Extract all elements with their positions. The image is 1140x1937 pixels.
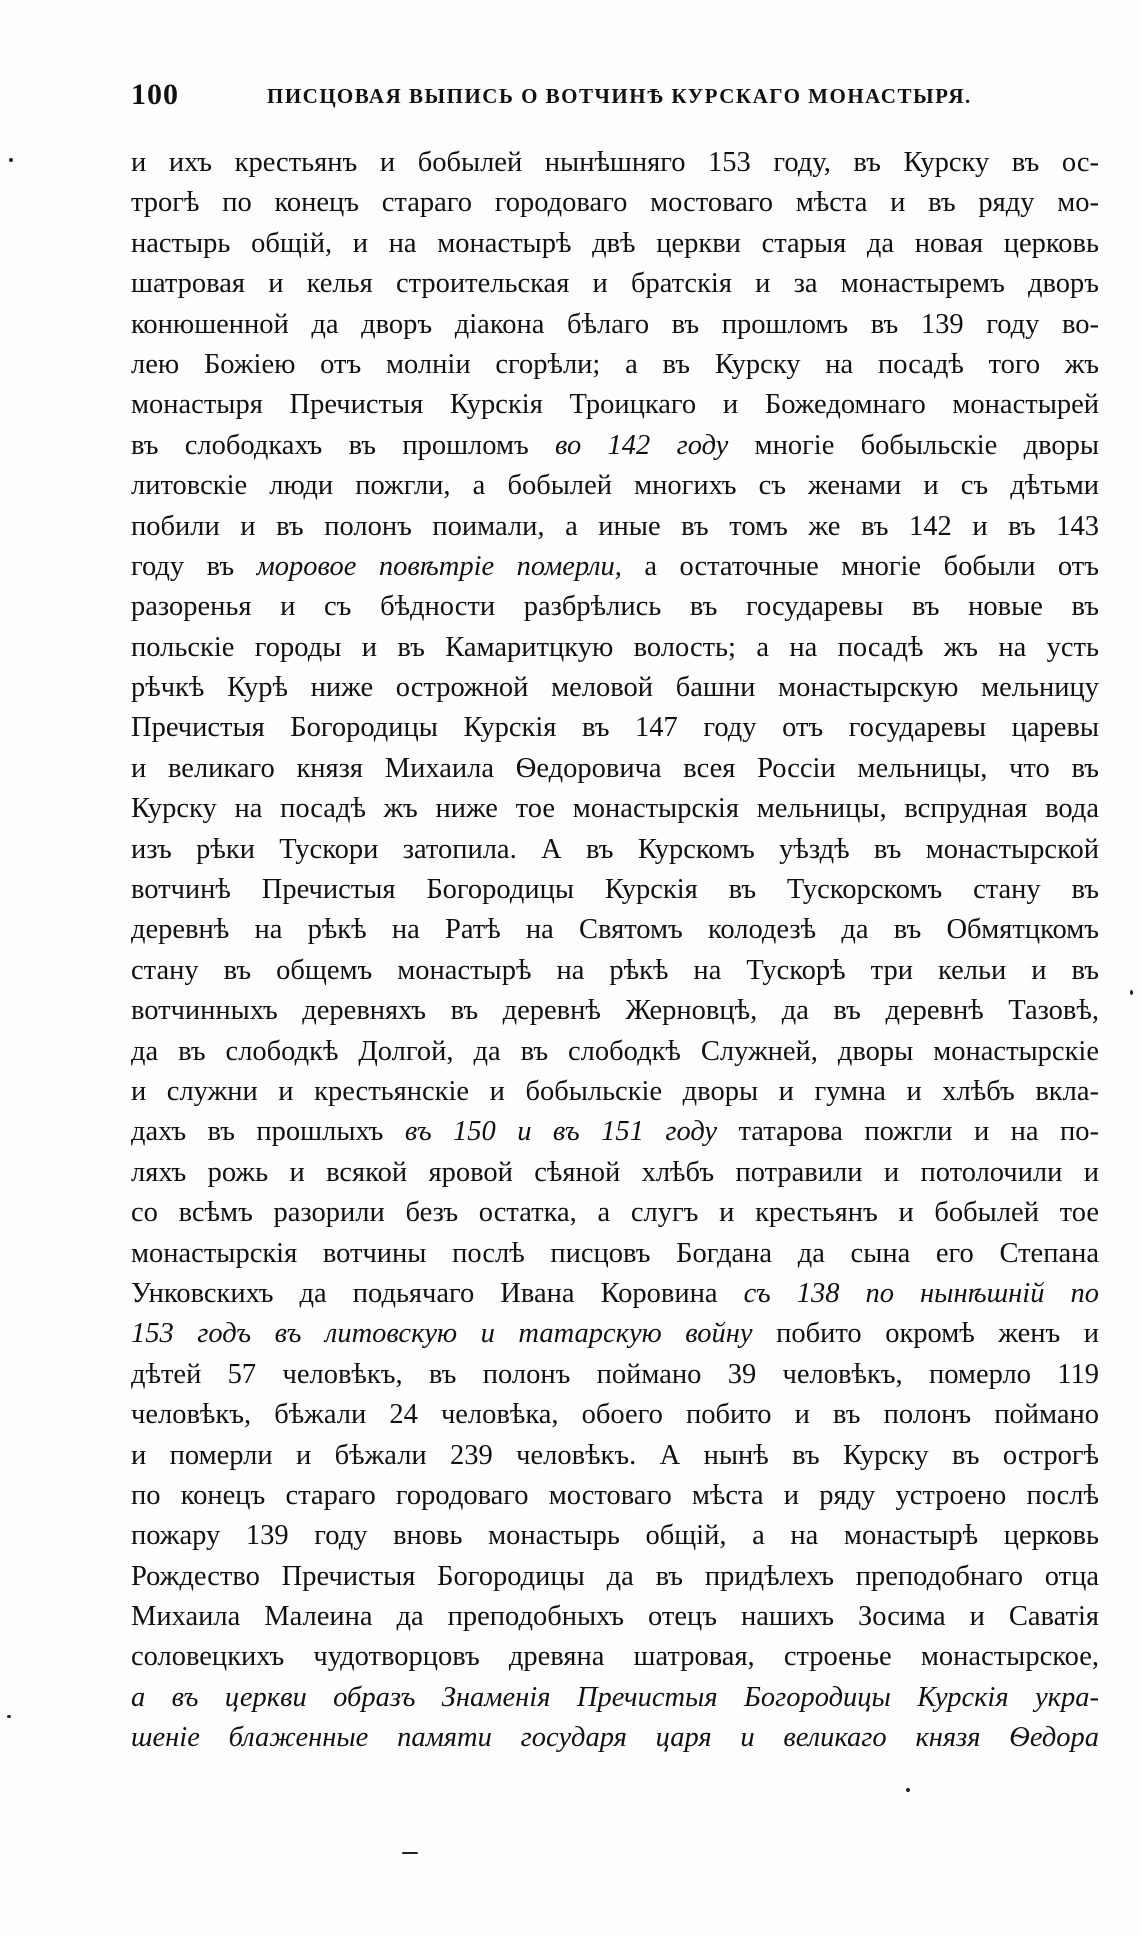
text-segment: въ слободкахъ въ прошломъ <box>131 429 556 461</box>
italic-segment: 153 годъ въ литовскую и татарскую войну <box>131 1318 753 1350</box>
text-segment: литовскіе люди пожгли, а бобылей многихъ съ женами и съ дѣтьми <box>131 470 1099 502</box>
text-segment: вотчинѣ Пречистыя Богородицы Курскія въ Тускорскомъ стану въ <box>131 874 1099 906</box>
text-line <box>131 385 1099 425</box>
text-segment: конюшенной да дворъ діакона бѣлаго въ прошломъ въ 139 году во- <box>131 308 1099 340</box>
text-line <box>131 426 1099 466</box>
text-segment: монастыря Пречистыя Курскія Троицкаго и Божедомнаго монастырей <box>131 389 1099 421</box>
text-line <box>131 1274 1099 1314</box>
italic-segment: въ 150 и въ 151 году <box>404 1116 718 1148</box>
text-line <box>131 1516 1099 1556</box>
text-line <box>131 305 1099 345</box>
text-segment: со всѣмъ разорили безъ остатка, а слугъ и крестьянъ и бобылей тое <box>131 1197 1099 1229</box>
text-line <box>131 1112 1099 1152</box>
text-segment: по конецъ стараго городоваго мостоваго мѣста и ряду устроено послѣ <box>131 1479 1099 1511</box>
text-segment: монастырскія вотчины послѣ писцовъ Богдана да сына его Степана <box>131 1237 1099 1269</box>
text-line <box>131 1032 1099 1072</box>
body-text <box>131 143 1099 1759</box>
text-segment: трогѣ по конецъ стараго городоваго мостоваго мѣста и въ ряду мо- <box>131 187 1099 219</box>
text-line <box>131 870 1099 910</box>
italic-segment: съ 138 по нынѣшній по <box>743 1277 1099 1309</box>
text-segment: соловецкихъ чудотворцовъ древяна шатровая, строенье монастырское, <box>131 1641 1099 1673</box>
text-segment: Рождество Пречистыя Богородицы да въ придѣлехъ преподобнаго отца <box>131 1560 1099 1592</box>
text-line <box>131 910 1099 950</box>
text-line <box>131 1234 1099 1274</box>
text-line <box>131 1193 1099 1233</box>
running-title: ПИСЦОВАЯ ВЫПИСЬ О ВОТЧИНѢ КУРСКАГО МОНАСТЫРЯ. <box>267 84 972 108</box>
italic-segment: во 142 году <box>555 429 729 461</box>
text-segment: человѣкъ, бѣжали 24 человѣка, обоего побито и въ полонъ поймано <box>131 1399 1099 1431</box>
text-line <box>131 224 1099 264</box>
text-line <box>131 547 1099 587</box>
italic-segment: а въ церкви образъ Знаменія Пречистыя Богородицы Курскія укра- <box>131 1681 1099 1713</box>
text-line <box>131 345 1099 385</box>
text-line <box>131 507 1099 547</box>
text-segment: дѣтей 57 человѣкъ, въ полонъ поймано 39 человѣкъ, померло 119 <box>131 1358 1099 1390</box>
text-line <box>131 991 1099 1031</box>
text-segment: вотчинныхъ деревняхъ въ деревнѣ Жерновцѣ, да въ деревнѣ Тазовѣ, <box>131 995 1099 1027</box>
page-number: 100 <box>131 78 179 111</box>
text-line <box>131 1153 1099 1193</box>
text-segment: Курску на посадѣ жъ ниже тое монастырскія мельницы, вспрудная вода <box>131 793 1099 825</box>
text-segment: стану въ общемъ монастырѣ на рѣкѣ на Тускорѣ три кельи и въ <box>131 954 1099 986</box>
text-line <box>131 628 1099 668</box>
text-line <box>131 668 1099 708</box>
print-speck <box>9 158 13 162</box>
text-line <box>131 1476 1099 1516</box>
text-segment: и служни и крестьянскіе и бобыльскіе дворы и гумна и хлѣбъ вкла- <box>131 1075 1099 1107</box>
text-segment: Михаила Малеина да преподобныхъ отецъ нашихъ Зосима и Саватія <box>131 1601 1099 1633</box>
text-line <box>131 587 1099 627</box>
text-line <box>131 749 1099 789</box>
text-segment: и померли и бѣжали 239 человѣкъ. А нынѣ въ Курску въ острогѣ <box>131 1439 1099 1471</box>
text-segment: польскіе городы и въ Камаритцкую волость; а на посадѣ жъ на усть <box>131 631 1099 663</box>
print-speck <box>1130 990 1133 995</box>
text-segment: пожару 139 году вновь монастырь общій, а на монастырѣ церковь <box>131 1520 1099 1552</box>
text-segment: татарова пожгли и на по- <box>717 1116 1099 1148</box>
text-segment: ляхъ рожь и всякой яровой сѣяной хлѣбъ потравили и потолочили и <box>131 1156 1099 1188</box>
text-segment: лею Божіею отъ молніи сгорѣли; а въ Курску на посадѣ того жъ <box>131 348 1099 380</box>
text-line <box>131 1597 1099 1637</box>
text-segment: побили и въ полонъ поимали, а иные въ томъ же въ 142 и въ 143 <box>131 510 1099 542</box>
text-segment: шатровая и келья строительская и братскія и за монастыремъ дворъ <box>131 268 1099 300</box>
text-line <box>131 1557 1099 1597</box>
text-line <box>131 951 1099 991</box>
text-segment: да въ слободкѣ Долгой, да въ слободкѣ Служней, дворы монастырскіе <box>131 1035 1099 1067</box>
text-line <box>131 789 1099 829</box>
text-line <box>131 1072 1099 1112</box>
text-segment: побито окромѣ женъ и <box>752 1318 1099 1350</box>
italic-segment: шеніе блаженные памяти государя царя и великаго князя Ѳедора <box>131 1722 1099 1754</box>
text-segment: году въ <box>131 550 257 582</box>
text-line <box>131 143 1099 183</box>
text-segment: многіе бобыльскіе дворы <box>728 429 1099 461</box>
text-line <box>131 1718 1099 1758</box>
text-segment: настырь общій, и на монастырѣ двѣ церкви старыя да новая церковь <box>131 227 1099 259</box>
text-segment: и великаго князя Михаила Ѳедоровича всея Россіи мельницы, что въ <box>131 752 1099 784</box>
text-segment: деревнѣ на рѣкѣ на Ратѣ на Святомъ колодезѣ да въ Обмятцкомъ <box>131 914 1099 946</box>
running-head <box>131 78 981 118</box>
text-segment: Пречистыя Богородицы Курскія въ 147 году отъ государевы царевы <box>131 712 1099 744</box>
text-line <box>131 1355 1099 1395</box>
text-line <box>131 466 1099 506</box>
text-line <box>131 1637 1099 1677</box>
italic-segment: моровое повѣтріе померли, <box>256 550 622 582</box>
text-segment: Унковскихъ да подьячаго Ивана Коровина <box>131 1277 744 1309</box>
print-speck <box>906 1788 910 1792</box>
text-line <box>131 183 1099 223</box>
text-segment: изъ рѣки Тускори затопила. А въ Курскомъ уѣздѣ въ монастырской <box>131 833 1099 865</box>
text-line <box>131 1395 1099 1435</box>
text-line <box>131 830 1099 870</box>
text-segment: разоренья и съ бѣдности разбрѣлись въ государевы въ новые въ <box>131 591 1099 623</box>
text-segment: а остаточные многіе бобыли отъ <box>621 550 1099 582</box>
text-line <box>131 708 1099 748</box>
print-speck <box>7 1715 11 1718</box>
text-segment: дахъ въ прошлыхъ <box>131 1116 405 1148</box>
text-line <box>131 1436 1099 1476</box>
text-segment: и ихъ крестьянъ и бобылей нынѣшняго 153 году, въ Курску въ ос- <box>131 147 1099 178</box>
text-segment: рѣчкѣ Курѣ ниже острожной меловой башни монастырскую мельницу <box>131 672 1099 704</box>
print-speck <box>402 1852 418 1854</box>
text-line <box>131 1678 1099 1718</box>
text-line <box>131 1314 1099 1354</box>
text-line <box>131 264 1099 304</box>
